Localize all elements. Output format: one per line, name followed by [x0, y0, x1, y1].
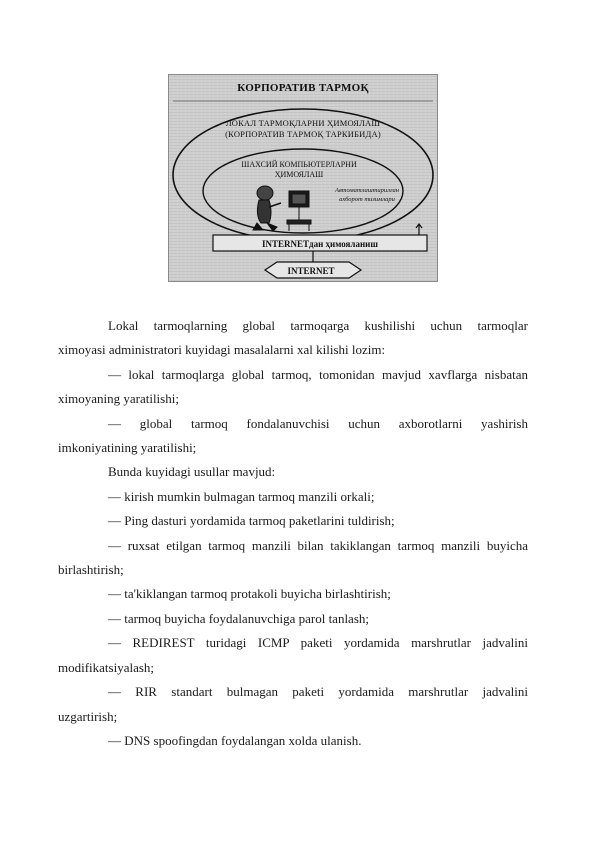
pc-protection-label-line2: ҲИМОЯЛАШ: [274, 170, 324, 179]
paragraph-intro: [58, 314, 528, 363]
method-item: — tarmoq buyicha foydalanuvchiga parol tanlash;: [108, 610, 370, 626]
method-item: — ta'kiklangan tarmoq protakoli buyicha birlashtirish;: [108, 586, 391, 602]
method-item: [58, 680, 528, 729]
paragraph-line: ximoyasi administratori kuyidagi masalalarni xal kilishi lozim:: [58, 342, 386, 358]
paragraph-line: birlashtirish;: [58, 562, 124, 578]
paragraph-line: — ruxsat etilgan tarmoq manzili bilan takiklangan tarmoq manzili buyicha: [108, 537, 528, 553]
method-item: [58, 631, 528, 680]
local-network-label-line1: ЛОКАЛ ТАРМОҚЛАРНИ ҲИМОЯЛАШ: [225, 118, 381, 128]
paragraph-line: — RIR standart bulmagan paketi yordamida marshrutlar jadvalini: [108, 684, 528, 700]
paragraph-line: Lokal tarmoqlarning global tarmoqarga kushilishi uchun tarmoqlar: [108, 318, 528, 333]
paragraph-line: — REDIREST turidagi ICMP paketi yordamida marshrutlar jadvalini: [108, 635, 528, 651]
paragraph-line: imkoniyatining yaratilishi;: [58, 440, 197, 456]
info-systems-label-line2: ахборот тизимлари: [339, 196, 395, 203]
corporate-network-diagram: [168, 74, 438, 282]
internet-protection-label: INTERNETдан ҳимояланиш: [262, 239, 378, 249]
paragraph-task2: [58, 412, 528, 461]
methods-intro: Bunda kuyidagi usullar mavjud:: [108, 464, 276, 480]
method-item: — kirish mumkin bulmagan tarmoq manzili orkali;: [108, 488, 375, 504]
internet-label: INTERNET: [287, 266, 335, 276]
computer-icon: [287, 191, 311, 231]
diagram-title: КОРПОРАТИВ ТАРМОҚ: [237, 82, 369, 94]
body-text: [58, 314, 528, 753]
paragraph-task1: [58, 363, 528, 412]
paragraph-line: ximoyaning yaratilishi;: [58, 391, 179, 407]
paragraph-line: uzgartirish;: [58, 708, 118, 724]
person-figure-icon: [253, 186, 281, 231]
paragraph-line: — lokal tarmoqlarga global tarmoq, tomonidan mavjud xavflarga nisbatan: [108, 366, 528, 382]
paragraph-line: modifikatsiyalash;: [58, 659, 155, 675]
method-item: [58, 534, 528, 583]
local-network-label-line2: (КОРПОРАТИВ ТАРМОҚ ТАРКИБИДА): [225, 129, 381, 139]
paragraph-line: — global tarmoq fondalanuvchisi uchun axborotlarni yashirish: [108, 415, 528, 431]
pc-protection-label-line1: ШАХСИЙ КОМПЬЮТЕРЛАРНИ: [241, 160, 357, 169]
info-systems-label-line1: Автоматлаштирилган: [335, 187, 399, 194]
method-item: — Ping dasturi yordamida tarmoq paketlarini tuldirish;: [108, 513, 395, 529]
method-item: — DNS spoofingdan foydalangan xolda ulanish.: [108, 732, 362, 748]
